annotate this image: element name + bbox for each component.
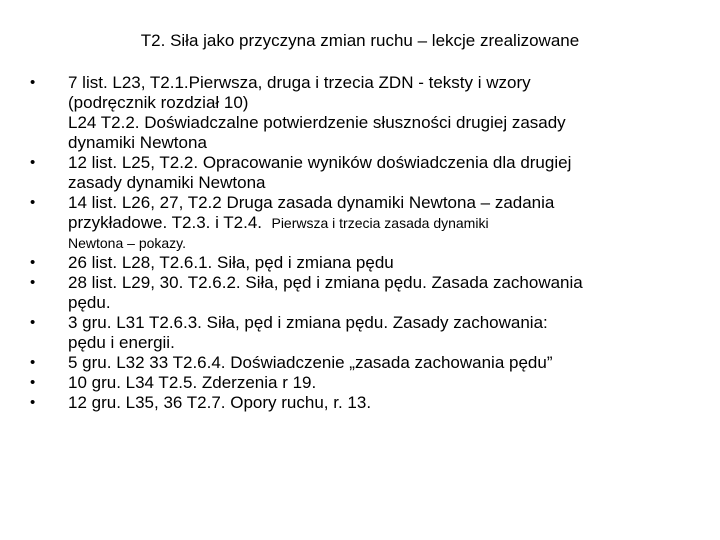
- list-item-line: 7 list. L23, T2.1.Pierwsza, druga i trzecia ZDN - teksty i wzory: [68, 73, 531, 92]
- list-item-line: pędu i energii.: [68, 333, 175, 352]
- bullet-icon: •: [30, 314, 36, 331]
- list-item-line: 10 gru. L34 T2.5. Zderzenia r 19.: [68, 373, 317, 392]
- list-item-line: 26 list. L28, T2.6.1. Siła, pęd i zmiana pędu: [68, 253, 394, 272]
- list-item-line: 12 gru. L35, 36 T2.7. Opory ruchu, r. 13.: [68, 393, 372, 412]
- list-item-small-text: Pierwsza i trzecia zasada dynamiki: [271, 215, 489, 231]
- list-item-line: [68, 213, 700, 233]
- list-item: [30, 373, 700, 393]
- bullet-icon: •: [30, 254, 36, 271]
- list-item: [30, 73, 700, 153]
- list-item-line: (podręcznik rozdział 10): [68, 93, 249, 112]
- bullet-icon: •: [30, 194, 36, 211]
- bullet-icon: •: [30, 274, 36, 291]
- list-item-line: L24 T2.2. Doświadczalne potwierdzenie słuszności drugiej zasady: [68, 113, 566, 132]
- bullet-icon: •: [30, 74, 36, 91]
- list-item-small-line: Newtona – pokazy.: [68, 235, 187, 251]
- list-item-line: 5 gru. L32 33 T2.6.4. Doświadczenie „zasada zachowania pędu”: [68, 353, 553, 372]
- list-item: [30, 273, 700, 313]
- bullet-icon: •: [30, 374, 36, 391]
- list-item: [30, 193, 700, 253]
- list-item-text: przykładowe. T2.3. i T2.4.: [68, 213, 263, 232]
- list-item-line: zasady dynamiki Newtona: [68, 173, 266, 192]
- bullet-icon: •: [30, 394, 36, 411]
- bullet-icon: •: [30, 154, 36, 171]
- list-item-line: dynamiki Newtona: [68, 133, 207, 152]
- list-item-line: 3 gru. L31 T2.6.3. Siła, pęd i zmiana pędu. Zasady zachowania:: [68, 313, 548, 332]
- list-item: [30, 253, 700, 273]
- list-item-line: 28 list. L29, 30. T2.6.2. Siła, pęd i zmiana pędu. Zasada zachowania: [68, 273, 583, 292]
- list-item-line: 14 list. L26, 27, T2.2 Druga zasada dynamiki Newtona – zadania: [68, 193, 555, 212]
- list-item-line: pędu.: [68, 293, 111, 312]
- lesson-list: [30, 73, 700, 413]
- list-item-line: 12 list. L25, T2.2. Opracowanie wyników doświadczenia dla drugiej: [68, 153, 572, 172]
- list-item: [30, 393, 700, 413]
- list-item: [30, 313, 700, 353]
- bullet-icon: •: [30, 354, 36, 371]
- list-item: [30, 153, 700, 193]
- list-item: [30, 353, 700, 373]
- slide-title: T2. Siła jako przyczyna zmian ruchu – lekcje zrealizowane: [140, 31, 580, 50]
